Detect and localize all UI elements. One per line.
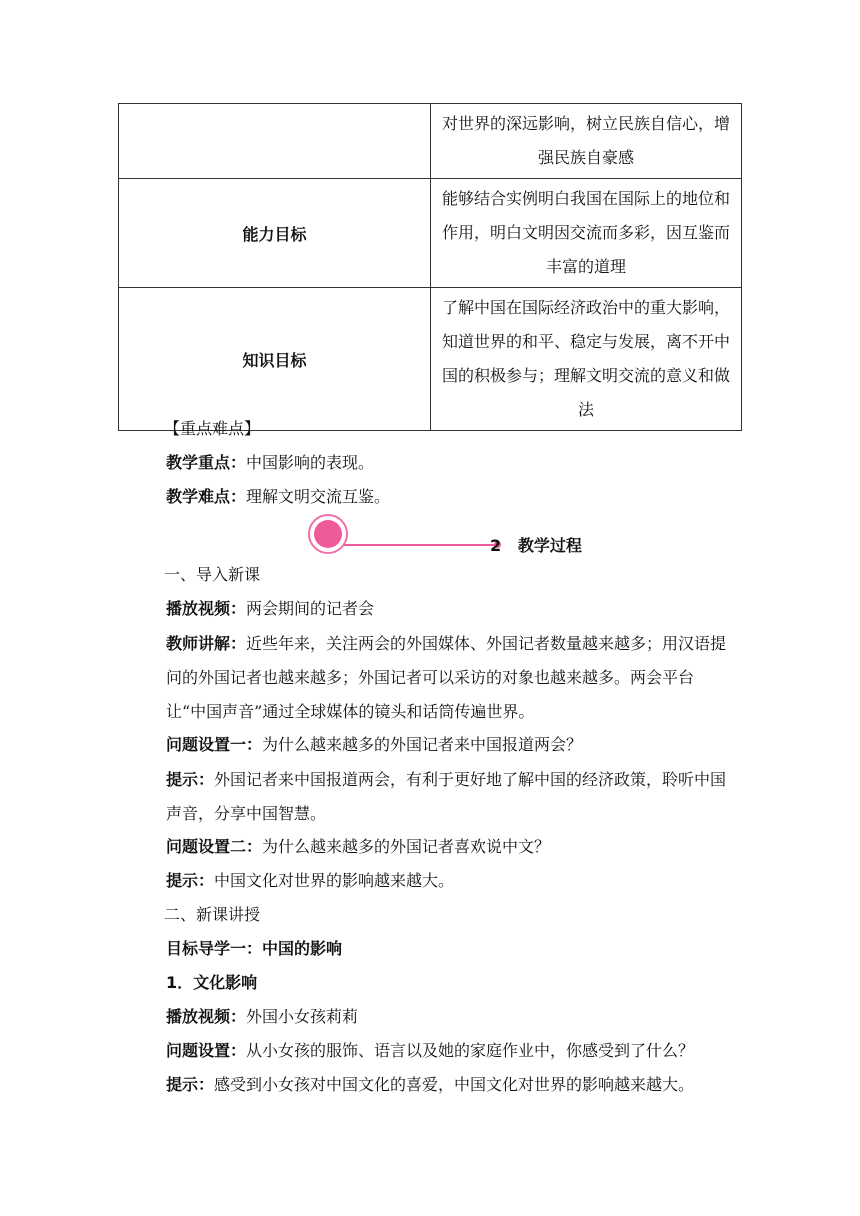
difficulty-text: 理解文明交流互鉴。	[246, 487, 391, 506]
goal-text: 能够结合实例明白我国在国际上的地位和作用，明白文明因交流而多彩，因互鉴而丰富的道理	[431, 179, 742, 288]
q2-text: 为什么越来越多的外国记者喜欢说中文？	[262, 837, 551, 856]
video-text: 外国小女孩莉莉	[246, 1007, 359, 1026]
table-row	[119, 179, 742, 288]
teacher-text: 近些年来，关注两会的外国媒体、外国记者数量越来越多；用汉语提问的外国记者也越来越多；外国记者可以采访的对象也越来越多。两会平台让“中国声音”通过全球媒体的镜头和话筒传遍世界。	[166, 634, 727, 721]
teacher-label: 教师讲解：	[166, 634, 247, 653]
q2-label: 问题设置二：	[166, 837, 263, 856]
badge-rule	[338, 544, 496, 546]
section-badge	[308, 514, 608, 570]
hint2-label: 提示：	[166, 871, 215, 890]
goal-label	[119, 104, 431, 179]
goal-text: 了解中国在国际经济政治中的重大影响，知道世界的和平、稳定与发展，离不开中国的积极参与；理解文明交流的意义和做法	[431, 288, 742, 431]
video-text: 两会期间的记者会	[246, 599, 375, 618]
difficulty-label: 教学难点：	[166, 487, 247, 506]
goals-table	[118, 103, 742, 431]
intro-heading: 一、导入新课	[164, 565, 261, 584]
goal-label: 知识目标	[119, 288, 431, 431]
section-title	[490, 533, 582, 556]
focus-label: 教学重点：	[166, 453, 247, 472]
q2-line	[166, 836, 550, 858]
difficulty-line	[166, 486, 390, 508]
sub-title: 1．文化影响	[166, 973, 258, 992]
q1-text: 为什么越来越多的外国记者来中国报道两会？	[262, 735, 583, 754]
hint2-line	[166, 870, 454, 892]
teacher-paragraph	[132, 627, 732, 729]
intro-video-line	[166, 598, 374, 620]
hint-label: 提示：	[166, 1075, 215, 1094]
section-number: 2	[490, 536, 502, 555]
lesson-hint-line	[166, 1074, 694, 1096]
focus-text: 中国影响的表现。	[246, 453, 375, 472]
new-lesson-heading: 二、新课讲授	[164, 905, 261, 924]
video-label: 播放视频：	[166, 1007, 247, 1026]
table-row	[119, 288, 742, 431]
focus-line	[166, 452, 374, 474]
lesson-question-line	[166, 1040, 694, 1062]
hint1-paragraph	[132, 763, 732, 831]
table-row	[119, 104, 742, 179]
hint1-label: 提示：	[166, 770, 215, 789]
q1-line	[166, 734, 582, 756]
q1-label: 问题设置一：	[166, 735, 263, 754]
hint2-text: 中国文化对世界的影响越来越大。	[214, 871, 455, 890]
badge-circle-icon	[308, 514, 348, 554]
lesson-video-line	[166, 1006, 358, 1028]
section-title-text: 教学过程	[517, 536, 582, 555]
question-label: 问题设置：	[166, 1041, 247, 1060]
video-label: 播放视频：	[166, 599, 247, 618]
hint1-text: 外国记者来中国报道两会，有利于更好地了解中国的经济政策，聆听中国声音，分享中国智慧。	[166, 770, 727, 823]
question-text: 从小女孩的服饰、语言以及她的家庭作业中，你感受到了什么？	[246, 1041, 695, 1060]
goal-text: 对世界的深远影响，树立民族自信心，增强民族自豪感	[431, 104, 742, 179]
hint-text: 感受到小女孩对中国文化的喜爱，中国文化对世界的影响越来越大。	[214, 1075, 695, 1094]
key-points-heading: 【重点难点】	[164, 419, 261, 438]
goal-label: 能力目标	[119, 179, 431, 288]
goal-title: 目标导学一：中国的影响	[166, 939, 343, 958]
